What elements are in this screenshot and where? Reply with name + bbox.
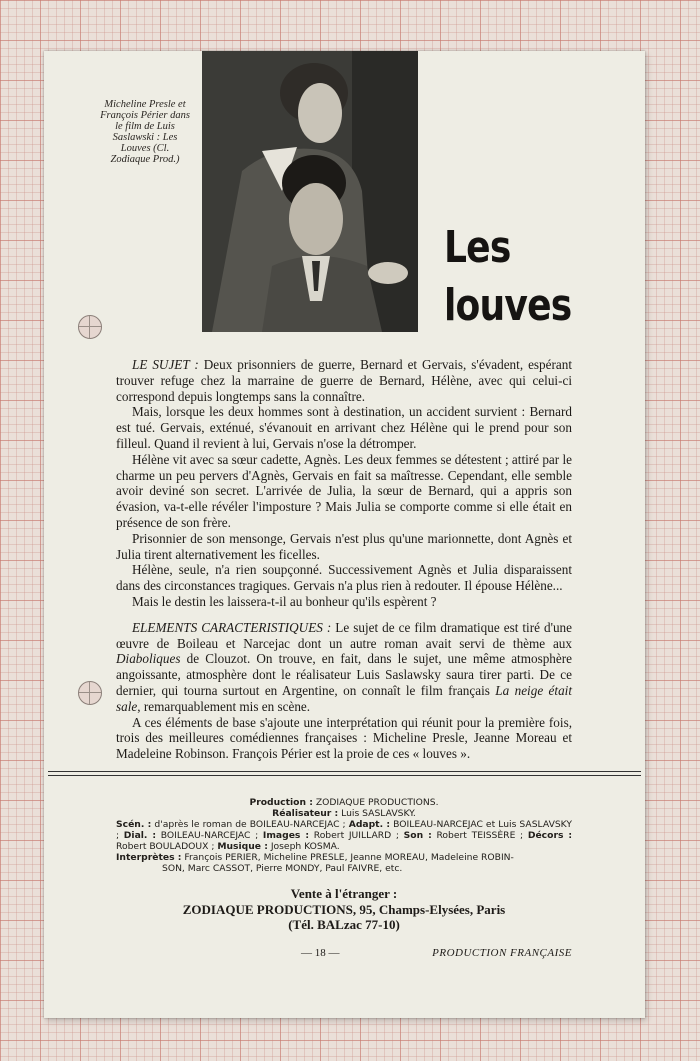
credit-interpretes-cont: SON, Marc CASSOT, Pierre MONDY, Paul FAIVRE, etc. [162,863,403,874]
vente-company: ZODIAQUE PRODUCTIONS, 95, Champs-Elysées, Paris [182,901,506,917]
sujet-label: LE SUJET : [132,357,199,372]
sujet-paragraph-4: Prisonnier de son mensonge, Gervais n'est plus qu'une marionnette, dont Agnès et Julia tirent alternativement les ficelles. [116,530,572,562]
punch-hole-top [78,315,102,339]
vente-label: Vente à l'étranger : [290,886,398,901]
production-francaise-label: PRODUCTION FRANÇAISE [432,947,572,959]
credit-interpretes: Interprètes : François PERIER, Micheline PRESLE, Jeanne MOREAU, Madeleine ROBIN- [116,852,514,863]
sujet-paragraph-6: Mais le destin les laissera-t-il au bonheur qu'ils espèrent ? [132,593,437,609]
sujet-paragraph-3: Hélène vit avec sa sœur cadette, Agnès. Les deux femmes se détestent ; attiré par le charme un peu pervers d'Agnès, Gervais en fait sa maîtresse. Cependant, elle semble avoir deviné son secret. L'arrivée de Julia, la sœur de Bernard, qui a appris son évasion, va-t-elle révéler l'imposture ? Mais Julia se comporte comme si elle était en présence de son frère. [116,451,572,530]
film-title-line2: louves [444,280,572,331]
credits-block [116,797,572,874]
film-title [444,219,571,335]
credit-scenario: Scén. : d'après le roman de BOILEAU-NARCEJAC ; Adapt. : BOILEAU-NARCEJAC et Luis SASLAVSKY ; Dial. : BOILEAU-NARCEJAC ; Images : Robert JUILLARD ; Son : Robert TEISSÈRE ; Décors : Robert BOULADOUX ; Musique : Joseph KOSMA. [116,819,573,852]
film-still-photo [202,51,418,332]
divider-rule-top [48,771,641,772]
sujet-paragraph-2: Mais, lorsque les deux hommes sont à destination, un accident survient : Bernard est tué. Gervais, exténué, s'évanouit en arrivant chez Hélène qui le prend pour son filleul. Quand il revient à lui, Gervais n'ose la détromper. [116,404,572,451]
punch-hole-bottom [78,681,102,705]
sujet-paragraph-1: LE SUJET : Deux prisonniers de guerre, Bernard et Gervais, s'évadent, espérant trouver refuge chez la marraine de guerre de Bernard, Hélène, avec qui celui-ci correspond depuis longtemps sans la connaître. [116,357,572,404]
page-number: — 18 — [301,947,340,959]
film-title-line1: Les [444,222,511,273]
photo-caption: Micheline Presle et François Périer dans le film de Luis Saslawski : Les Louves (Cl. Zodiaque Prod.) [100,99,190,165]
elements-paragraph-2: A ces éléments de base s'ajoute une interprétation qui réunit pour la première fois, trois des meilleures comédiennes françaises : Micheline Presle, Jeanne Moreau et Madeleine Robinson. François Périer est la proie de ces « louves ». [116,714,572,762]
credit-realisateur: Réalisateur : Luis SASLAVSKY. [272,808,416,819]
document-page [44,51,645,1018]
sujet-paragraph-5: Hélène, seule, n'a rien soupçonné. Successivement Agnès et Julia disparaissent dans des circonstances tragiques. Gervais n'a plus rien à redouter. Il épouse Hélène... [116,562,572,594]
synopsis-body [116,357,572,762]
page-footer [116,947,572,963]
credit-production: Production : ZODIAQUE PRODUCTIONS. [249,797,439,808]
elements-paragraph-1: ELEMENTS CARACTERISTIQUES : Le sujet de ce film dramatique est tiré d'une œuvre de Boileau et Narcejac dont un autre roman avait servi de thème aux Diaboliques de Clouzot. On trouve, en fait, dans le sujet, une même atmosphère angoissante, atmosphère dont le réalisateur Luis Saslawsky saura tirer parti. De ce dernier, qui tourna surtout en Argentine, on connaît le film français La neige était sale, remarquablement mis en scène. [116,619,572,714]
vente-phone: (Tél. BALzac 77-10) [288,917,400,932]
elements-label: ELEMENTS CARACTERISTIQUES : [132,619,332,635]
divider-rule-bottom [48,775,641,776]
foreign-sales [116,886,572,933]
